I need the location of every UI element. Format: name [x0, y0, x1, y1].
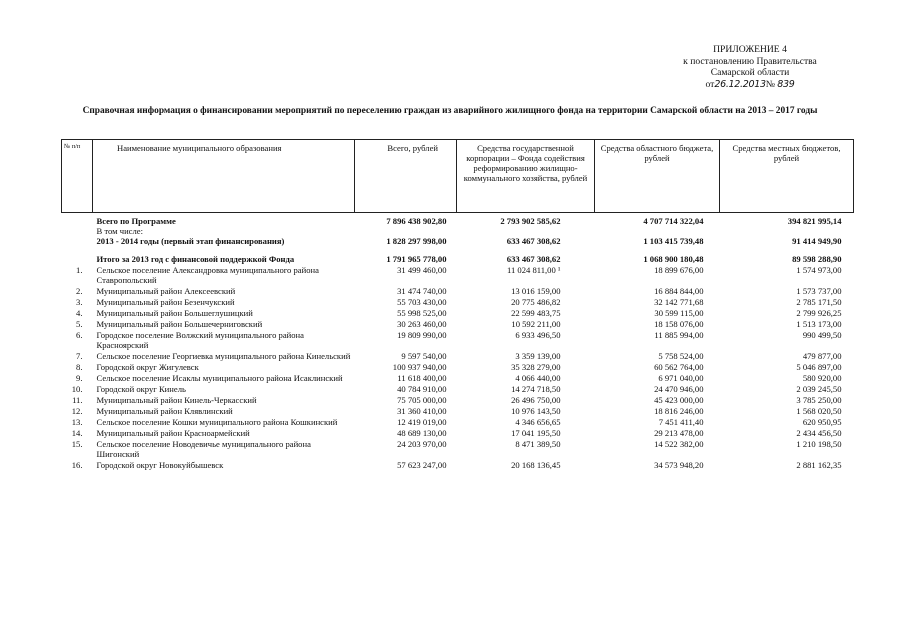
- row-municipality: Муниципальный район Большечерниговский: [96, 319, 263, 329]
- row-local: 2 881 162,35: [796, 460, 842, 470]
- row-municipality: Сельское поселение Кошки муниципального района Кошкинский: [96, 417, 338, 427]
- appendix-region-line: Самарской области: [710, 67, 790, 78]
- row-local: 5 046 897,00: [796, 362, 842, 372]
- appendix-header: [640, 44, 860, 90]
- summary-total: 1 791 965 778,00: [386, 254, 447, 264]
- row-local: 2 799 926,25: [796, 308, 842, 318]
- number-sign: №: [765, 78, 775, 90]
- date-prefix: от: [705, 78, 715, 90]
- row-total: 9 597 540,00: [401, 351, 447, 361]
- row-number: 2.: [76, 286, 83, 296]
- handwritten-number: 839: [777, 78, 795, 90]
- row-number: 6.: [76, 330, 83, 340]
- summary-regional: 1 103 415 739,48: [643, 236, 704, 246]
- row-regional: 24 470 946,00: [654, 384, 704, 394]
- summary-total: 1 828 297 998,00: [386, 236, 447, 246]
- row-regional: 18 158 076,00: [654, 319, 704, 329]
- row-fund: 8 471 389,50: [515, 439, 561, 449]
- summary-total: 7 896 438 902,80: [386, 216, 447, 226]
- row-regional: 6 971 040,00: [658, 373, 704, 383]
- row-municipality: Муниципальный район Безенчукский: [96, 297, 235, 307]
- header-fund: Средства государственной корпорации – Фонда содействия реформированию жилищно-коммунального хозяйства, рублей: [457, 140, 595, 213]
- row-local: 990 499,50: [802, 330, 842, 340]
- document-title: Справочная информация о финансировании мероприятий по переселению граждан из аварийного жилищного фонда на территории Самарской области на 2013 – 2017 годы: [82, 106, 818, 116]
- appendix-date-line: [640, 79, 860, 91]
- row-municipality: Городское поселение Волжский муниципального района Красноярский: [96, 330, 304, 350]
- table-row: [62, 372, 854, 383]
- row-fund: 10 976 143,50: [511, 406, 561, 416]
- row-fund: 13 016 159,00: [511, 286, 561, 296]
- row-number: 16.: [71, 460, 83, 470]
- table-row: [62, 318, 854, 329]
- row-municipality: Городской округ Новокуйбышевск: [96, 460, 224, 470]
- row-local: 479 877,00: [802, 351, 842, 361]
- row-total: 31 499 460,00: [397, 265, 447, 275]
- row-regional: 7 451 411,40: [658, 417, 704, 427]
- row-number: 10.: [71, 384, 83, 394]
- row-number: 12.: [71, 406, 83, 416]
- row-regional: 60 562 764,00: [654, 362, 704, 372]
- row-regional: 45 423 000,00: [654, 395, 704, 405]
- summary-row-including: [62, 226, 854, 236]
- row-local: 2 039 245,50: [796, 384, 842, 394]
- summary-label: В том числе:: [96, 226, 143, 236]
- row-total: 48 689 130,00: [397, 428, 447, 438]
- row-local: 2 434 456,50: [796, 428, 842, 438]
- row-local: 1 210 198,50: [796, 439, 842, 449]
- summary-row-stage-1: [62, 236, 854, 246]
- row-local: 2 785 171,50: [796, 297, 842, 307]
- row-local: 1 574 973,00: [796, 265, 842, 275]
- summary-label: Всего по Программе: [96, 216, 176, 226]
- row-fund: 10 592 211,00: [511, 319, 561, 329]
- row-municipality: Сельское поселение Георгиевка муниципального района Кинельский: [96, 351, 351, 361]
- row-fund: 17 041 195,50: [511, 428, 561, 438]
- summary-label: 2013 - 2014 годы (первый этап финансирования): [96, 236, 285, 246]
- row-fund: 4 066 440,00: [515, 373, 561, 383]
- row-total: 12 419 019,00: [397, 417, 447, 427]
- header-regional-budget: Средства областного бюджета, рублей: [595, 140, 720, 213]
- row-regional: 14 522 382,00: [654, 439, 704, 449]
- table-row: [62, 394, 854, 405]
- row-fund: 11 024 811,00 ¹: [506, 265, 561, 275]
- row-regional: 18 816 246,00: [654, 406, 704, 416]
- table-row: [62, 416, 854, 427]
- row-total: 40 784 910,00: [397, 384, 447, 394]
- header-total: Всего, рублей: [355, 140, 457, 213]
- table-row: [62, 350, 854, 361]
- row-regional: 18 899 676,00: [654, 265, 704, 275]
- row-fund: 4 346 656,65: [515, 417, 561, 427]
- row-number: 13.: [71, 417, 83, 427]
- row-local: 1 513 173,00: [796, 319, 842, 329]
- financing-table-wrapper: [61, 139, 853, 470]
- row-fund: 3 359 139,00: [515, 351, 561, 361]
- row-local: 1 573 737,00: [796, 286, 842, 296]
- table-row: [62, 438, 854, 459]
- row-municipality: Сельское поселение Исаклы муниципального района Исаклинский: [96, 373, 343, 383]
- row-municipality: Муниципальный район Большеглушицкий: [96, 308, 253, 318]
- header-number: № п/п: [62, 140, 93, 213]
- row-number: 14.: [71, 428, 83, 438]
- row-regional: 16 884 844,00: [654, 286, 704, 296]
- row-total: 24 203 970,00: [397, 439, 447, 449]
- summary-regional: 4 707 714 322,04: [643, 216, 704, 226]
- row-local: 3 785 250,00: [796, 395, 842, 405]
- row-total: 55 703 430,00: [397, 297, 447, 307]
- table-row: [62, 285, 854, 296]
- row-number: 3.: [76, 297, 83, 307]
- table-row: [62, 405, 854, 416]
- summary-row-total: [62, 213, 854, 227]
- row-local: 580 920,00: [802, 373, 842, 383]
- row-fund: 22 599 483,75: [511, 308, 561, 318]
- row-municipality: Муниципальный район Алексеевский: [96, 286, 236, 296]
- row-regional: 11 885 994,00: [654, 330, 704, 340]
- row-fund: 14 274 718,50: [511, 384, 561, 394]
- table-row: [62, 296, 854, 307]
- row-municipality: Городской округ Жигулевск: [96, 362, 199, 372]
- financing-table: [61, 139, 854, 470]
- table-header-row: [62, 140, 854, 213]
- row-fund: 35 328 279,00: [511, 362, 561, 372]
- row-local: 1 568 020,50: [796, 406, 842, 416]
- row-total: 11 618 400,00: [397, 373, 447, 383]
- summary-local: 89 598 288,90: [792, 254, 842, 264]
- handwritten-date: 26.12.2013: [714, 78, 766, 90]
- table-row: [62, 264, 854, 285]
- appendix-decree-line: к постановлению Правительства: [683, 55, 817, 67]
- row-total: 31 474 740,00: [397, 286, 447, 296]
- row-regional: 5 758 524,00: [658, 351, 704, 361]
- summary-fund: 2 793 902 585,62: [500, 216, 561, 226]
- row-total: 100 937 940,00: [392, 362, 447, 372]
- row-fund: 6 933 496,50: [515, 330, 561, 340]
- municipality-rows: [62, 264, 854, 470]
- table-row: [62, 329, 854, 350]
- row-municipality: Сельское поселение Новодевичье муниципального района Шигонский: [96, 439, 311, 459]
- row-local: 620 950,95: [802, 417, 842, 427]
- summary-label: Итого за 2013 год с финансовой поддержкой Фонда: [96, 254, 295, 264]
- row-number: 9.: [76, 373, 83, 383]
- row-regional: 30 599 115,00: [654, 308, 704, 318]
- row-number: 7.: [76, 351, 83, 361]
- row-number: 1.: [76, 265, 83, 275]
- row-municipality: Муниципальный район Красноармейский: [96, 428, 250, 438]
- table-row: [62, 427, 854, 438]
- row-regional: 34 573 948,20: [654, 460, 704, 470]
- row-regional: 29 213 478,00: [654, 428, 704, 438]
- row-number: 4.: [76, 308, 83, 318]
- row-total: 57 623 247,00: [397, 460, 447, 470]
- summary-local: 91 414 949,90: [792, 236, 842, 246]
- header-municipality: Наименование муниципального образования: [93, 140, 355, 213]
- row-fund: 20 775 486,82: [511, 297, 561, 307]
- table-row: [62, 459, 854, 470]
- row-number: 15.: [71, 439, 83, 449]
- summary-regional: 1 068 900 180,48: [643, 254, 704, 264]
- row-total: 55 998 525,00: [397, 308, 447, 318]
- row-regional: 32 142 771,68: [654, 297, 704, 307]
- row-total: 75 705 000,00: [397, 395, 447, 405]
- row-total: 30 263 460,00: [397, 319, 447, 329]
- row-municipality: Городской округ Кинель: [96, 384, 186, 394]
- table-row: [62, 307, 854, 318]
- appendix-title: ПРИЛОЖЕНИЕ 4: [713, 44, 787, 55]
- row-number: 5.: [76, 319, 83, 329]
- row-fund: 26 496 750,00: [511, 395, 561, 405]
- row-total: 31 360 410,00: [397, 406, 447, 416]
- table-row: [62, 383, 854, 394]
- row-total: 19 809 990,00: [397, 330, 447, 340]
- row-municipality: Муниципальный район Клявлинский: [96, 406, 233, 416]
- summary-fund: 633 467 308,62: [506, 236, 561, 246]
- table-row: [62, 361, 854, 372]
- header-local-budget: Средства местных бюджетов, рублей: [720, 140, 854, 213]
- summary-fund: 633 467 308,62: [506, 254, 561, 264]
- row-municipality: Муниципальный район Кинель-Черкасский: [96, 395, 257, 405]
- summary-local: 394 821 995,14: [787, 216, 842, 226]
- summary-row-2013: [62, 246, 854, 264]
- row-number: 11.: [72, 395, 83, 405]
- row-fund: 20 168 136,45: [511, 460, 561, 470]
- row-municipality: Сельское поселение Александровка муниципального района Ставропольский: [96, 265, 319, 285]
- row-number: 8.: [76, 362, 83, 372]
